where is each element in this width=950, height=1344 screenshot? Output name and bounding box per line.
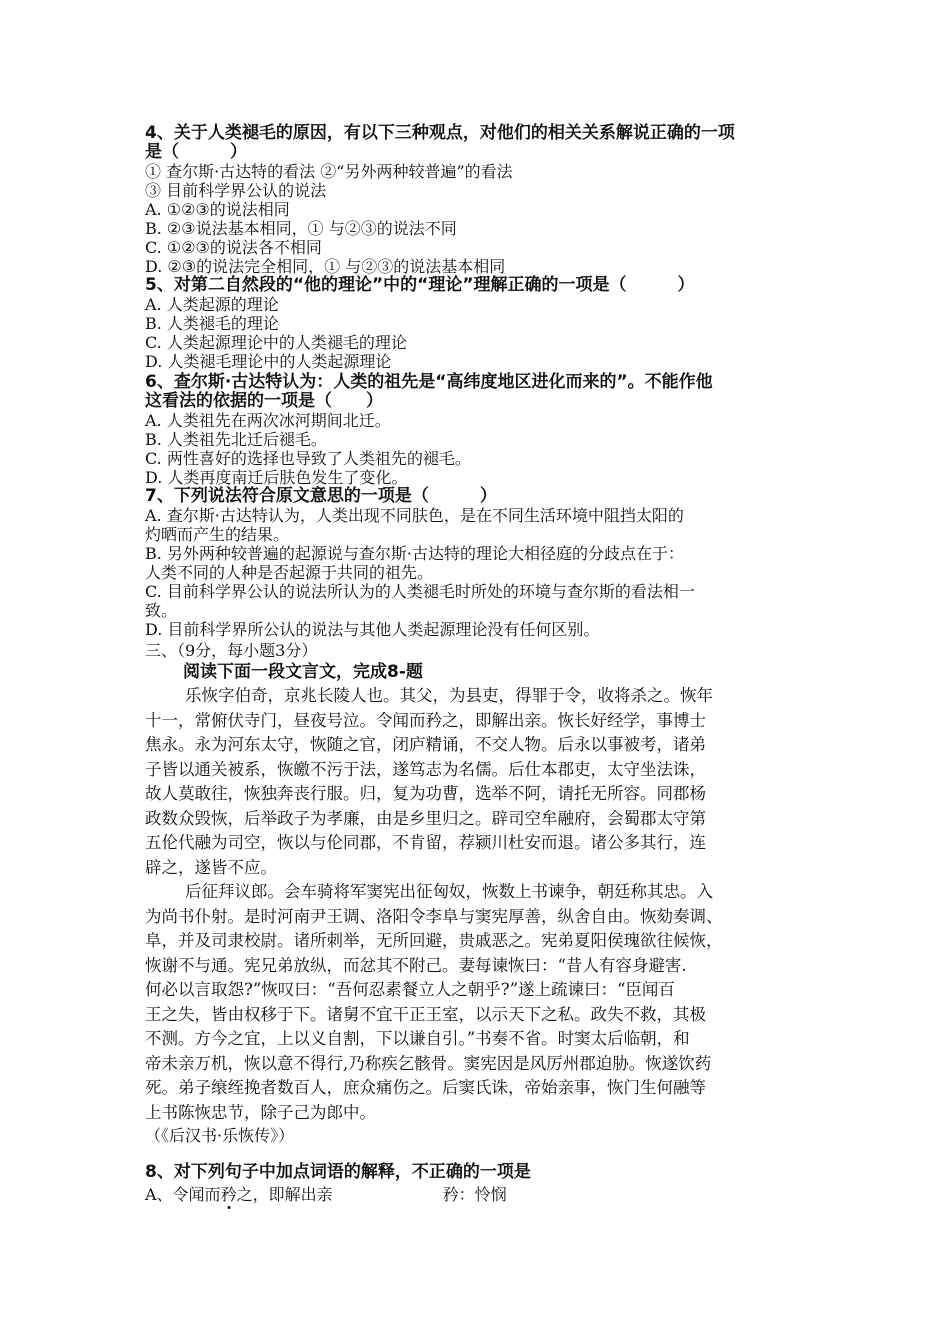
passage-line: 帝未亲万机，恢以意不得行,乃称疾乞骸骨。窦宪因是风厉州郡迫胁。恢遂饮药 — [145, 1053, 712, 1073]
passage-line: 子皆以通关被系，恢皦不污于法，遂笃志为名儒。后仕本郡吏，太守坐法诛， — [145, 759, 706, 779]
question-6-stem-line1: 6、查尔斯·古达特认为：人类的祖先是“高纬度地区进化而来的”。不能作他 — [145, 372, 713, 392]
question-6-option-a: A. 人类祖先在两次冰河期间北迁。 — [145, 411, 391, 430]
question-4-option-b: B. ②③说法基本相同，① 与②③的说法不同 — [145, 219, 457, 238]
passage-paragraph-2 — [145, 880, 813, 1125]
passage-line: 王之失，皆由权移于下。诸舅不宜干正王室，以示天下之私。政失不救，其极 — [145, 1004, 706, 1024]
question-6-stem-line2: 这看法的依据的一项是（ ） — [145, 391, 383, 411]
question-7-option-line: C. 目前科学界公认的说法所认为的人类褪毛时所处的环境与查尔斯的看法相一 — [145, 582, 695, 601]
question-5-option-c: C. 人类起源理论中的人类褪毛的理论 — [145, 333, 407, 352]
question-5-option-d: D. 人类褪毛理论中的人类起源理论 — [145, 352, 392, 371]
classical-passage — [145, 684, 813, 1147]
question-4-option-d: D. ②③的说法完全相同，① 与②③的说法基本相同 — [145, 257, 506, 276]
passage-line: 五伦代融为司空，恢以与伦同郡，不肯留，荐颍川杜安而退。诸公多其行，连 — [145, 833, 706, 852]
question-4-option-c: C. ①②③的说法各不相同 — [145, 238, 322, 257]
question-8 — [145, 1163, 813, 1204]
question-5-stem: 5、对第二自然段的“他的理论”中的“理论”理解正确的一项是（ ） — [145, 275, 695, 295]
question-5-option-b: B. 人类褪毛的理论 — [145, 314, 279, 333]
section-3-instruction: 阅读下面一段文言文，完成8-题 — [183, 662, 423, 682]
passage-line: 何必以言取怨?”恢叹曰：“吾何忍素餐立人之朝乎?”遂上疏谏曰：“臣闻百 — [145, 980, 675, 999]
passage-line: 上书陈恢忠节，除子己为郎中。 — [145, 1102, 376, 1122]
passage-line: 恢谢不与通。宪兄弟放纵，而忿其不附己。妻每谏恢曰：“昔人有容身避害. — [145, 955, 687, 975]
passage-line: 为尚书仆射。是时河南尹王调、洛阳令李阜与窦宪厚善，纵舍自由。恢劾奏调、 — [145, 906, 723, 926]
question-7 — [145, 487, 813, 639]
question-7-option-line: A. 查尔斯·古达特认为，人类出现不同肤色，是在不同生活环境中阻挡太阳的 — [145, 506, 684, 525]
passage-line: 辟之，遂皆不应。 — [145, 857, 277, 877]
passage-line: 故人莫敢往，恢独奔丧行服。归，复为功曹，选举不阿，请托无所容。同郡杨 — [145, 784, 706, 803]
section-3-heading: 三、（9分，每小题3分） — [145, 641, 318, 660]
option-a-text-pre: A、令闻而 — [145, 1185, 221, 1204]
passage-line: 政数众毁恢，后举政子为孝廉，由是乡里归之。辟司空牟融府，会蜀郡太守第 — [145, 808, 706, 828]
passage-line: 死。弟子缞绖挽者数百人，庶众痛伤之。后窦氏诛，帝始亲事，恢门生何融等 — [145, 1078, 706, 1097]
passage-line: 后征拜议郎。会车骑将军窦宪出征匈奴，恢数上书谏争，朝廷称其忠。入 — [185, 882, 713, 901]
question-7-option-line: 致。 — [145, 601, 178, 620]
passage-line: 阜，并及司隶校尉。诸所刺举，无所回避，贵戚恶之。宪弟夏阳侯瑰欲往候恢， — [145, 931, 723, 950]
question-4-stem-line2: 是（ ） — [145, 142, 247, 162]
question-5 — [145, 276, 813, 371]
question-6-option-b: B. 人类祖先北迁后褪毛。 — [145, 430, 327, 449]
question-7-option-line: 人类不同的人种是否起源于共同的祖先。 — [145, 563, 434, 582]
emphasis-dotted-word: 矜 — [220, 1185, 237, 1204]
question-7-stem: 7、下列说法符合原文意思的一项是（ ） — [145, 486, 497, 506]
question-4-stem-line1: 4、关于人类褪毛的原因，有以下三种观点，对他们的相关关系解说正确的一项 — [145, 123, 735, 143]
question-4-option-a: A. ①②③的说法相同 — [145, 200, 290, 219]
passage-line: 不测。方今之宜，上以义自割，下以谦自引。”书奏不省。时窦太后临朝，和 — [145, 1029, 690, 1048]
question-7-option-line: 灼晒而产生的结果。 — [145, 525, 290, 544]
passage-line: 焦永。永为河东太守，恢随之官，闭庐精诵，不交人物。后永以事被考，诸弟 — [145, 735, 706, 754]
question-8-option-a — [145, 1185, 813, 1204]
question-4-views-line1: ① 查尔斯·古达特的看法 ②“另外两种较普遍”的看法 — [145, 162, 513, 181]
option-a-text-post: 之，即解出亲 — [236, 1185, 333, 1204]
question-7-option-line: D. 目前科学界所公认的说法与其他人类起源理论没有任何区别。 — [145, 620, 600, 639]
question-5-option-a: A. 人类起源的理论 — [145, 295, 279, 314]
question-6 — [145, 373, 813, 487]
passage-source: （《后汉书·乐恢传》） — [145, 1126, 295, 1145]
passage-paragraph-1 — [145, 684, 813, 880]
section-3-header — [145, 641, 813, 682]
question-7-option-line: B. 另外两种较普遍的起源说与查尔斯·古达特的理论大相径庭的分歧点在于： — [145, 544, 685, 563]
question-4 — [145, 124, 813, 276]
option-a-gloss: 矜：怜悯 — [442, 1185, 507, 1204]
question-8-stem: 8、对下列句子中加点词语的解释，不正确的一项是 — [145, 1162, 531, 1182]
passage-line: 乐恢字伯奇，京兆长陵人也。其父，为县吏，得罪于令，收将杀之。恢年 — [185, 686, 713, 705]
question-6-option-d: D. 人类再度南迁后肤色发生了变化。 — [145, 468, 408, 487]
question-6-option-c: C. 两性喜好的选择也导致了人类祖先的褪毛。 — [145, 449, 471, 468]
question-4-views-line2: ③ 目前科学界公认的说法 — [145, 181, 327, 200]
passage-line: 十一，常俯伏寺门，昼夜号泣。令闻而矜之，即解出亲。恢长好经学，事博士 — [145, 710, 706, 730]
